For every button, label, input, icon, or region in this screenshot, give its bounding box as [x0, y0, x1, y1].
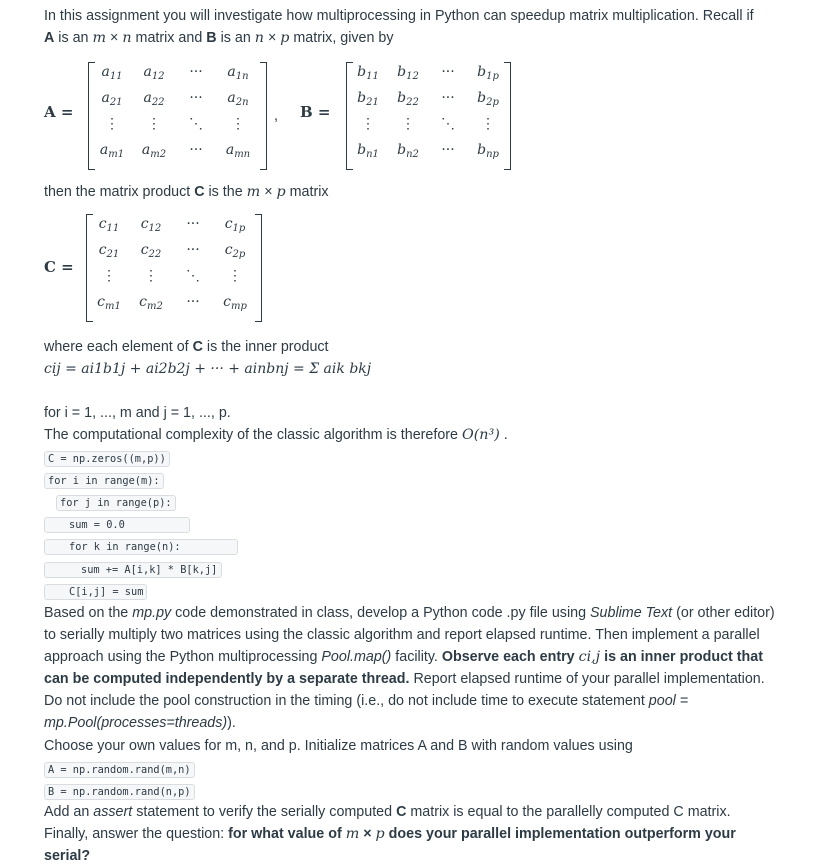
instructions-paragraph: Based on the mp.py code demonstrated in class, develop a Python code .py file using Sublime Text (or other editor) to serially multiply two matrices using the classic algorithm and report elapsed runtime. Then implement a parallel approach using the Python multiprocessing Pool.map() facility. Observe each entry ci,j is an inner product that can be computed independently by a separate thread. Report elapsed runtime of your parallel implementation. Do not include the pool construction in the timing (i.e., do not include time to execute statement pool = mp.Pool(processes=threads)).: [44, 605, 775, 731]
matrix-a-cell: ⋱: [189, 116, 203, 132]
matrix-a-cell: $a_{m1}$: [99, 142, 125, 160]
matrix-b-cell: ···: [441, 64, 455, 80]
matrix-a-cell: ⋮: [231, 116, 245, 132]
where-paragraph: where each element of C is the inner product: [44, 339, 329, 355]
matrix-a-right-bracket: [260, 62, 267, 170]
matrix-b-cell: ⋱: [441, 116, 455, 132]
matrix-b-cell: $b_{11}$: [357, 64, 379, 82]
choose-values-text: Choose your own values for m, n, and p. Initialize matrices A and B with random values using: [44, 738, 633, 754]
matrix-c-cell: $c_{m1}$: [97, 294, 121, 312]
matrix-b-cell: $b_{21}$: [357, 90, 379, 108]
matrix-c-cell: ⋱: [186, 268, 200, 284]
matrix-a-cell: $a_{m2}$: [141, 142, 167, 160]
matrix-a-cell: $a_{2n}$: [227, 90, 249, 108]
matrix-b-cell: $b_{n2}$: [397, 142, 419, 160]
matrix-a-cell: $a_{22}$: [143, 90, 165, 108]
matrix-c-cell: $c_{22}$: [140, 242, 162, 260]
code-init-b: B = np.random.rand(n,p): [44, 784, 195, 800]
matrix-b-label: B =: [300, 103, 331, 121]
assert-paragraph: Add an assert statement to verify the serially computed C matrix is equal to the parallelly computed C matrix.: [44, 804, 731, 820]
code-line-7: C[i,j] = sum: [44, 584, 147, 600]
matrix-b-cell: ⋮: [361, 116, 375, 132]
matrix-c-cell: $c_{mp}$: [223, 294, 247, 312]
matrix-b-cell: $b_{1p}$: [477, 64, 499, 82]
matrix-c-cell: ···: [186, 216, 200, 232]
code-line-6: sum += A[i,k] * B[k,j]: [44, 562, 222, 578]
matrix-c-cell: ···: [186, 294, 200, 310]
index-range-text: for i = 1, ..., m and j = 1, ..., p.: [44, 405, 231, 421]
matrix-a-cell: $a_{1n}$: [227, 64, 249, 82]
matrix-comma: ,: [274, 108, 278, 124]
matrix-b-cell: $b_{n1}$: [357, 142, 379, 160]
code-line-2: for i in range(m):: [44, 473, 164, 489]
matrix-a-cell: $a_{21}$: [101, 90, 123, 108]
code-line-5: for k in range(n):: [44, 539, 238, 555]
matrix-c-right-bracket: [255, 214, 262, 322]
matrix-b-cell: $b_{2p}$: [477, 90, 499, 108]
matrix-a-cell: $a_{mn}$: [225, 142, 251, 160]
matrix-c-label: C =: [44, 258, 74, 276]
matrix-c-cell: ⋮: [144, 268, 158, 284]
matrix-c-cell: $c_{11}$: [98, 216, 120, 234]
then-paragraph: then the matrix product C is the m × p matrix: [44, 184, 329, 200]
matrix-b-cell: $b_{np}$: [477, 142, 499, 160]
intro-paragraph: In this assignment you will investigate how multiprocessing in Python can speedup matrix multiplication. Recall if A is an m × n matrix and B is an n × p matrix, given by: [44, 8, 754, 46]
matrix-b-cell: $b_{12}$: [397, 64, 419, 82]
final-question-paragraph: Finally, answer the question: for what value of m × p does your parallel implementation outperform your serial?: [44, 826, 736, 864]
matrix-b-cell: ···: [441, 142, 455, 158]
complexity-paragraph: The computational complexity of the classic algorithm is therefore O(n³) .: [44, 427, 508, 443]
matrix-c-cell: ⋮: [102, 268, 116, 284]
matrix-a-cell: $a_{11}$: [101, 64, 123, 82]
matrix-b-cell: ⋮: [401, 116, 415, 132]
matrix-b-cell: ···: [441, 90, 455, 106]
code-line-1: C = np.zeros((m,p)): [44, 451, 170, 467]
matrix-b-cell: ⋮: [481, 116, 495, 132]
matrix-a-cell: ⋮: [105, 116, 119, 132]
matrix-a-cell: ⋮: [147, 116, 161, 132]
matrix-b-cell: $b_{22}$: [397, 90, 419, 108]
code-line-3: for j in range(p):: [56, 495, 176, 511]
matrix-a-label: A =: [44, 103, 74, 121]
inner-product-formula: cij = ai1b1j + ai2b2j + ··· + ainbnj = Σ aik bkj: [44, 361, 372, 377]
matrix-a-cell: ···: [189, 142, 203, 158]
matrix-c-cell: $c_{2p}$: [224, 242, 246, 260]
matrix-c-cell: ⋮: [228, 268, 242, 284]
matrix-c-cell: ···: [186, 242, 200, 258]
code-line-4: sum = 0.0: [44, 517, 190, 533]
matrix-c-cell: $c_{12}$: [140, 216, 162, 234]
matrix-c-cell: $c_{1p}$: [224, 216, 246, 234]
matrix-c-cell: $c_{m2}$: [139, 294, 163, 312]
matrix-a-cell: ···: [189, 90, 203, 106]
matrix-a-cell: $a_{12}$: [143, 64, 165, 82]
matrix-a-cell: ···: [189, 64, 203, 80]
matrix-c-cell: $c_{21}$: [98, 242, 120, 260]
code-init-a: A = np.random.rand(m,n): [44, 762, 195, 778]
